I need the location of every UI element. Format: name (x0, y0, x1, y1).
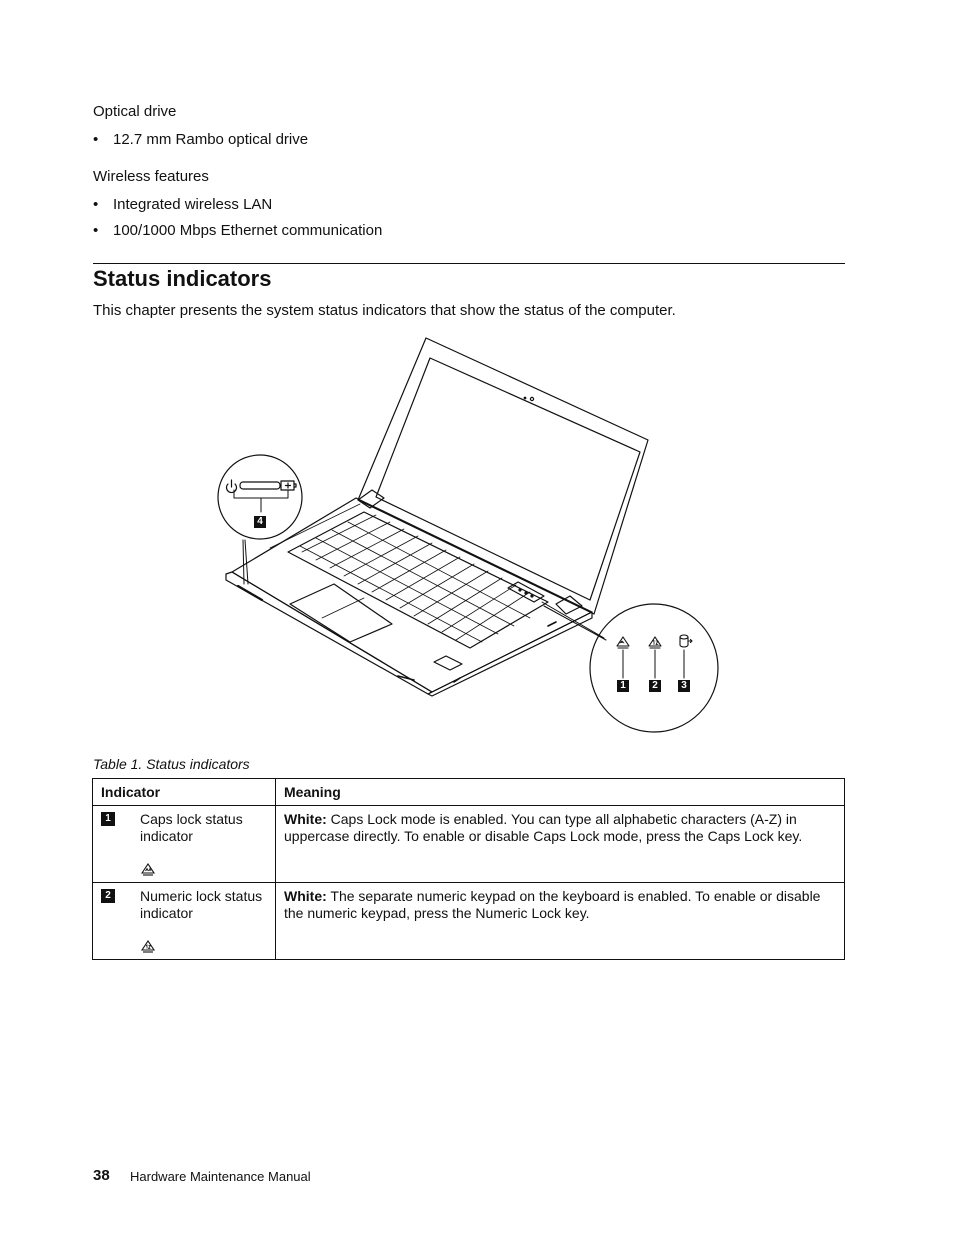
meaning-text: The separate numeric keypad on the keyboard is enabled. To enable or disable the numeric keypad, press the Numeric Lock key. (284, 888, 821, 921)
row-number-badge: 1 (101, 812, 115, 826)
meaning-cell (276, 806, 845, 883)
bullet-dot: • (93, 222, 99, 239)
indicator-cell (93, 806, 276, 883)
column-header-meaning: Meaning (276, 779, 845, 806)
touchpad (290, 584, 392, 642)
indicator-label: Numeric lock status indicator (140, 888, 263, 921)
callout-number: 3 (678, 680, 690, 692)
fingerprint-reader (434, 656, 462, 670)
callout-number: 1 (617, 680, 629, 692)
column-header-indicator: Indicator (93, 779, 276, 806)
row-number-badge: 2 (101, 889, 115, 903)
caps-lock-icon (140, 861, 156, 877)
callout-leader-left (243, 540, 248, 584)
callout-number: 4 (254, 516, 266, 528)
keyboard-rows (300, 515, 530, 642)
footer-title: Hardware Maintenance Manual (130, 1169, 311, 1184)
callout-circle-right (590, 604, 718, 732)
table-header-row (93, 779, 845, 806)
table-row (93, 883, 845, 960)
meaning-cell (276, 883, 845, 960)
meaning-text: Caps Lock mode is enabled. You can type all alphabetic characters (A-Z) in uppercase directly. To enable or disable Caps Lock mode, press the Caps Lock key. (284, 811, 803, 844)
meaning-status: White: (284, 888, 327, 904)
numeric-lock-icon (140, 938, 156, 954)
page-number: 38 (93, 1167, 110, 1184)
camera-icon (530, 397, 533, 400)
indicator-cell (93, 883, 276, 960)
page-title: Status indicators (93, 266, 272, 291)
section-heading-wireless: Wireless features (93, 168, 209, 185)
bullet-dot: • (93, 131, 99, 148)
laptop-lid (358, 338, 648, 614)
list-item (93, 131, 308, 149)
camera-light (524, 397, 526, 399)
status-table (92, 778, 845, 960)
section-divider (93, 263, 845, 264)
bullet-dot: • (93, 196, 99, 213)
laptop-base-front (226, 572, 432, 694)
indicator-label: Caps lock status indicator (140, 811, 243, 844)
list-item (93, 222, 382, 240)
table-row (93, 806, 845, 883)
meaning-status: White: (284, 811, 327, 827)
list-item (93, 196, 272, 214)
list-item-text: Integrated wireless LAN (113, 196, 273, 213)
list-item-text: 100/1000 Mbps Ethernet communication (113, 222, 383, 239)
callout-number: 2 (649, 680, 661, 692)
laptop-screen (376, 358, 640, 600)
section-heading-optical: Optical drive (93, 103, 177, 120)
laptop-illustration (200, 330, 740, 740)
intro-paragraph: This chapter presents the system status indicators that show the status of the computer. (93, 302, 676, 319)
table-caption: Table 1. Status indicators (93, 756, 250, 772)
list-item-text: 12.7 mm Rambo optical drive (113, 131, 309, 148)
